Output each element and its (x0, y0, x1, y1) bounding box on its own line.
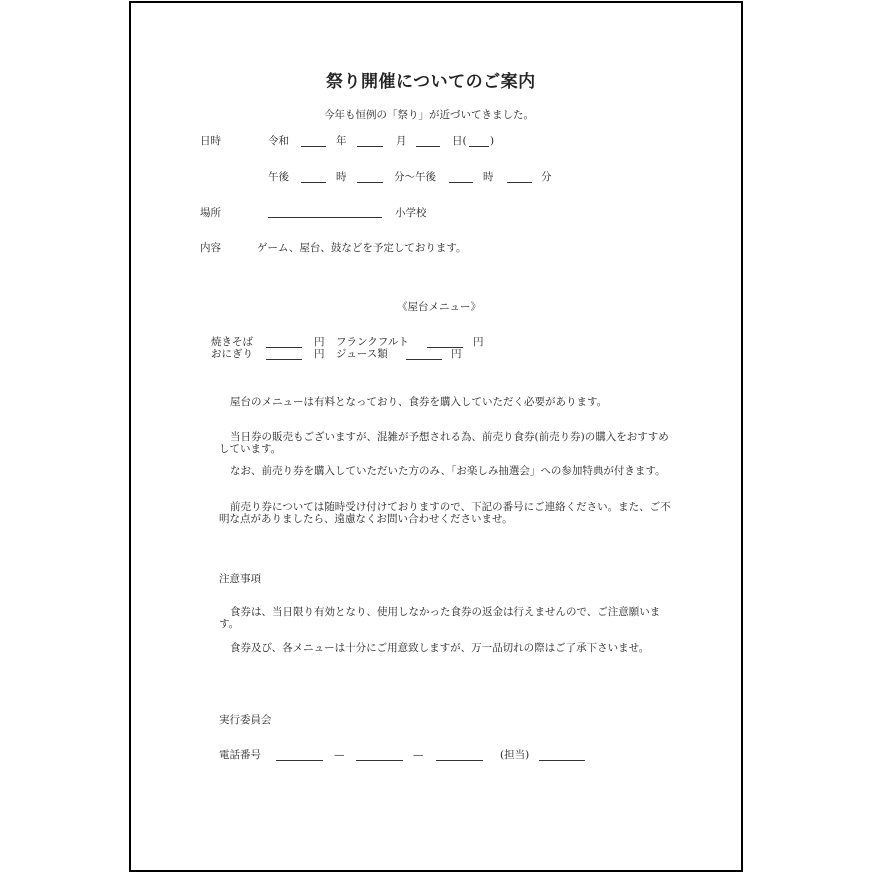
month-label: 月 (396, 135, 407, 147)
day-label: 日( (452, 135, 467, 147)
menu-item-unit: 円 (451, 348, 462, 360)
info-paragraph: 当日券の販売もございますが、混雑が予想される為、前売り食券(前売り券)の購入をおすすめしています。 (219, 431, 669, 455)
contact-blank (539, 760, 585, 761)
menu-price-blank (266, 359, 302, 360)
menu-price-blank (406, 359, 442, 360)
info-paragraph: 屋台のメニューは有料となっており、食券を購入していただく必要があります。 (230, 396, 608, 408)
start-min-blank (357, 182, 383, 183)
place-suffix: 小学校 (395, 207, 427, 219)
intro-text: 今年も恒例の「祭り」が近づいてきました。 (324, 109, 534, 121)
menu-item-name: おにぎり (211, 348, 253, 360)
era-label: 令和 (268, 135, 289, 147)
contact-label: (担当) (500, 749, 530, 761)
menu-item-unit: 円 (473, 336, 484, 348)
date-label: 日時 (200, 135, 221, 147)
phone-dash: — (334, 749, 345, 761)
end-min-blank (507, 182, 532, 183)
hour-label: 時 (336, 171, 347, 183)
menu-price-blank (266, 347, 302, 348)
page-title: 祭り開催についてのご案内 (326, 72, 536, 92)
notes-heading: 注意事項 (219, 573, 261, 585)
phone-dash: — (413, 749, 424, 761)
menu-item-name: ジュース類 (336, 348, 388, 360)
note-paragraph: 食券及び、各メニューは十分にご用意致しますが、万一品切れの際はご了承下さいませ。 (230, 642, 650, 654)
hour2-label: 時 (483, 171, 494, 183)
start-hour-blank (301, 182, 326, 183)
year-blank (301, 146, 326, 147)
month-blank (357, 146, 383, 147)
year-label: 年 (336, 135, 347, 147)
place-blank (268, 217, 382, 218)
phone-blank (276, 760, 323, 761)
phone-blank (436, 760, 483, 761)
menu-item-name: フランクフルト (336, 336, 409, 348)
committee-label: 実行委員会 (219, 714, 272, 726)
content-text: ゲーム、屋台、鼓などを予定しております。 (257, 242, 467, 254)
day-close: ) (490, 135, 495, 147)
pm-start-label: 午後 (268, 171, 289, 183)
menu-item-unit: 円 (314, 348, 325, 360)
menu-item-unit: 円 (314, 336, 325, 348)
phone-blank (356, 760, 403, 761)
place-label: 場所 (200, 207, 221, 219)
day-blank (416, 146, 440, 147)
phone-label: 電話番号 (219, 749, 261, 761)
content-label: 内容 (200, 242, 221, 254)
note-paragraph: 食券は、当日限り有効となり、使用しなかった食券の返金は行えませんので、ご注意願います。 (219, 606, 661, 630)
min-range-label: 分〜午後 (394, 171, 436, 183)
document-page (129, 1, 743, 872)
info-paragraph: 前売り券については随時受け付けておりますので、下記の番号にご連絡ください。また、ご不明な点がありましたら、遠慮なくお問い合わせくださいませ。 (219, 501, 671, 525)
weekday-blank (469, 146, 489, 147)
info-paragraph: なお、前売り券を購入していただいた方のみ、「お楽しみ抽選会」への参加特典が付きます。 (230, 465, 666, 477)
min-label: 分 (541, 171, 552, 183)
menu-heading: 《屋台メニュー》 (397, 301, 481, 313)
menu-item-name: 焼きそば (211, 336, 253, 348)
end-hour-blank (449, 182, 473, 183)
